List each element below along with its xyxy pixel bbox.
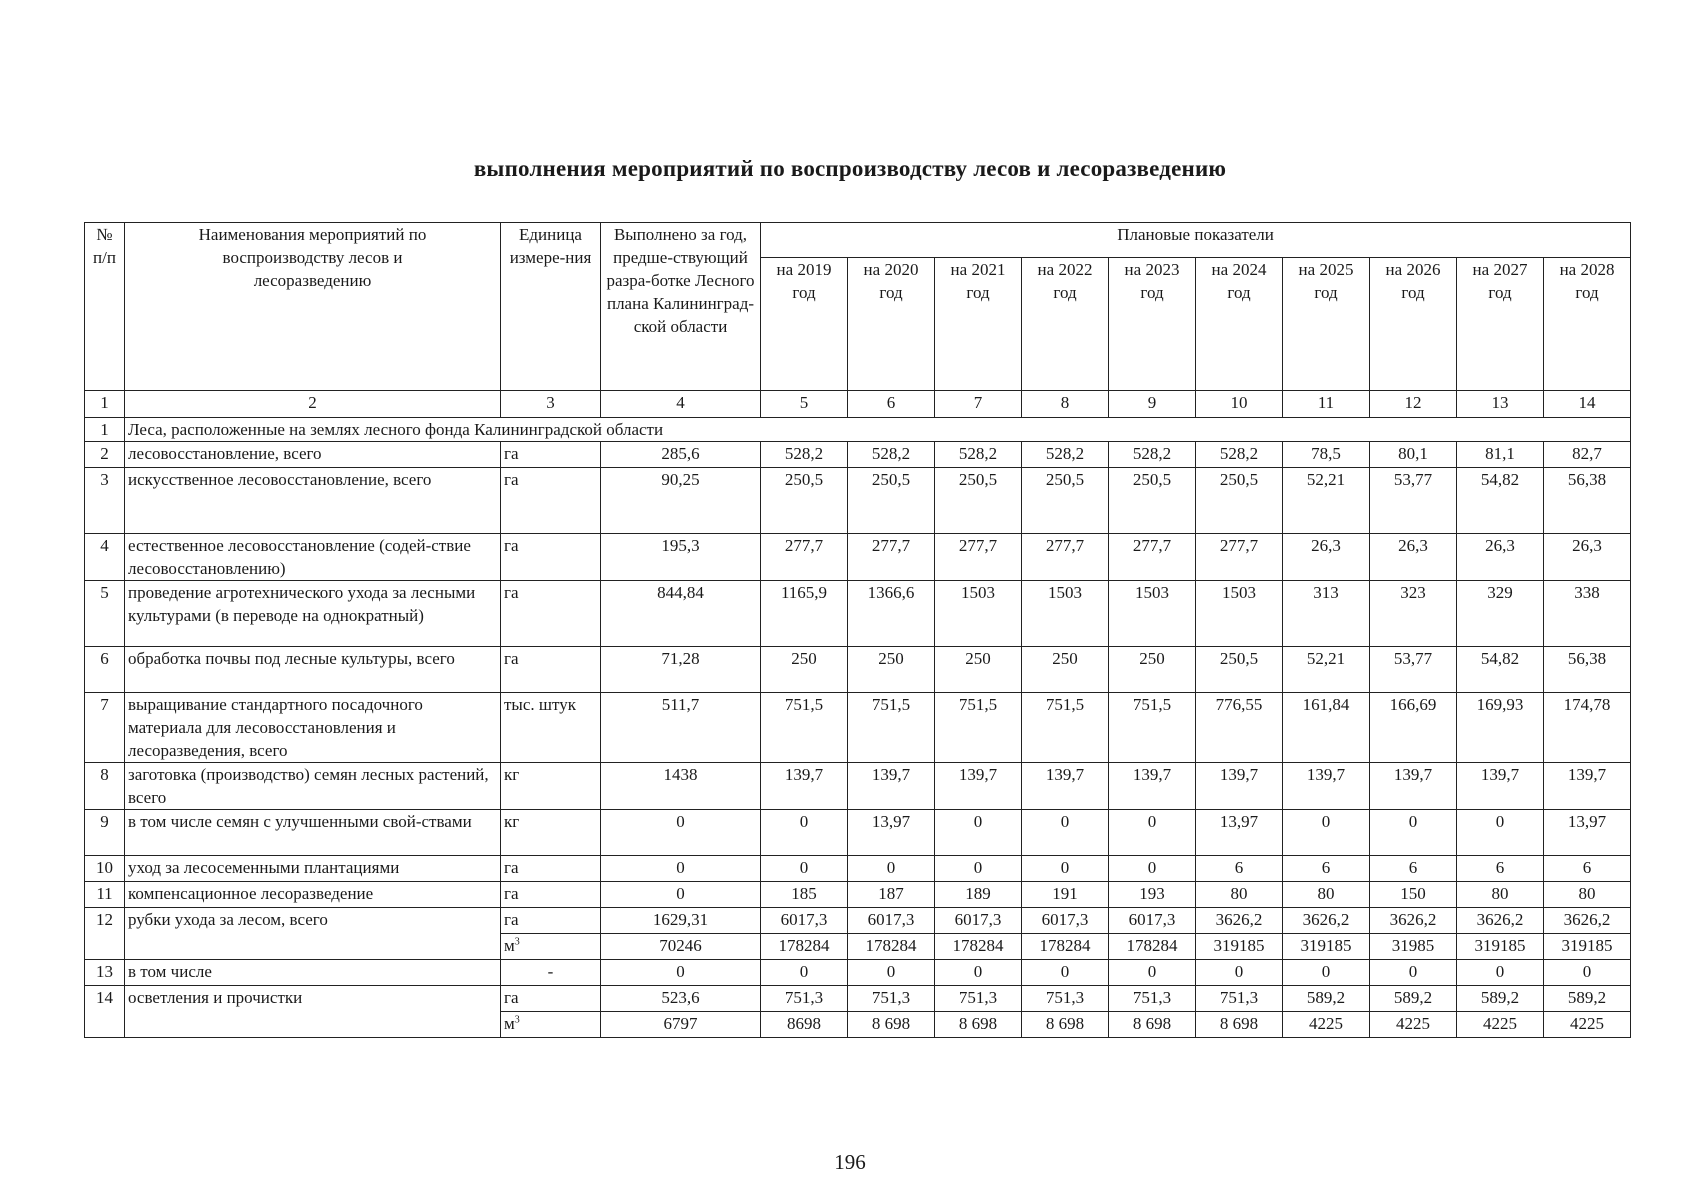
row-plan-value: 0 [1370,810,1457,856]
row-plan-value: 178284 [935,934,1022,960]
row-plan-value: 0 [761,960,848,986]
row-plan-value: 187 [848,882,935,908]
header-year-3: на 2021 год [935,258,1022,391]
row-done-value: 0 [601,960,761,986]
row-plan-value: 139,7 [1370,763,1457,810]
row-plan-value: 13,97 [1196,810,1283,856]
column-number-1: 1 [85,391,125,418]
row-done-value: 0 [601,856,761,882]
header-year-9: на 2027 год [1457,258,1544,391]
section-title: Леса, расположенные на землях лесного фонда Калининградской области [125,418,1631,442]
row-unit: га [501,581,601,647]
row-plan-value: 139,7 [1022,763,1109,810]
row-plan-value: 528,2 [1109,442,1196,468]
row-plan-value: 0 [1109,810,1196,856]
row-number: 8 [85,763,125,810]
row-plan-value: 250,5 [1022,468,1109,534]
row-plan-value: 6017,3 [935,908,1022,934]
row-plan-value: 1366,6 [848,581,935,647]
row-number: 3 [85,468,125,534]
row-plan-value: 8 698 [1109,1012,1196,1038]
column-number-4: 4 [601,391,761,418]
row-plan-value: 26,3 [1457,534,1544,581]
row-plan-value: 193 [1109,882,1196,908]
row-done-value: 1438 [601,763,761,810]
row-number: 9 [85,810,125,856]
row-plan-value: 277,7 [935,534,1022,581]
row-plan-value: 250,5 [1196,468,1283,534]
row-plan-value: 250 [1109,647,1196,693]
row-plan-value: 250,5 [1109,468,1196,534]
row-unit: га [501,882,601,908]
page-number: 196 [834,1150,866,1174]
row-done-value: 6797 [601,1012,761,1038]
row-plan-value: 0 [935,856,1022,882]
table-row [85,534,1631,581]
header-year-1: на 2019 год [761,258,848,391]
column-number-13: 13 [1457,391,1544,418]
header-year-8: на 2026 год [1370,258,1457,391]
row-plan-value: 178284 [761,934,848,960]
page-title: выполнения мероприятий по воспроизводству лесов и лесоразведению [473,156,1227,181]
row-plan-value: 82,7 [1544,442,1631,468]
table-row [85,647,1631,693]
row-unit: га [501,534,601,581]
row-plan-value: 319185 [1544,934,1631,960]
row-unit: кг [501,810,601,856]
row-unit: га [501,647,601,693]
header-done: Выполнено за год, предше-ствующий разра-ботке Лесного плана Калининград-ской области [601,223,761,391]
row-plan-value: 0 [1544,960,1631,986]
row-plan-value: 0 [1022,960,1109,986]
column-number-14: 14 [1544,391,1631,418]
table-row [85,960,1631,986]
row-plan-value: 0 [1196,960,1283,986]
row-done-value: 844,84 [601,581,761,647]
row-plan-value: 329 [1457,581,1544,647]
row-plan-value: 6017,3 [761,908,848,934]
row-name: лесовосстановление, всего [125,442,501,468]
row-plan-value: 139,7 [848,763,935,810]
header-row [85,223,1631,258]
header-year-2: на 2020 год [848,258,935,391]
row-plan-value: 26,3 [1283,534,1370,581]
row-done-value: 1629,31 [601,908,761,934]
row-plan-value: 528,2 [935,442,1022,468]
row-plan-value: 161,84 [1283,693,1370,763]
row-plan-value: 751,3 [935,986,1022,1012]
unit-superscript: 3 [514,1014,520,1026]
table-row [85,810,1631,856]
row-unit [501,1012,601,1038]
table-row [85,986,1631,1012]
row-plan-value: 56,38 [1544,647,1631,693]
row-plan-value: 139,7 [1544,763,1631,810]
row-plan-value: 0 [1022,856,1109,882]
row-plan-value: 4225 [1457,1012,1544,1038]
row-name: рубки ухода за лесом, всего [125,908,501,960]
row-unit: га [501,908,601,934]
row-unit: га [501,442,601,468]
row-plan-value: 6 [1196,856,1283,882]
header-year-6: на 2024 год [1196,258,1283,391]
column-numbers-row [85,391,1631,418]
row-plan-value: 589,2 [1457,986,1544,1012]
row-plan-value: 169,93 [1457,693,1544,763]
row-plan-value: 8 698 [935,1012,1022,1038]
row-plan-value: 751,5 [935,693,1022,763]
row-plan-value: 174,78 [1544,693,1631,763]
row-plan-value: 751,3 [848,986,935,1012]
row-plan-value: 3626,2 [1196,908,1283,934]
row-plan-value: 0 [1457,960,1544,986]
row-plan-value: 528,2 [761,442,848,468]
header-year-4: на 2022 год [1022,258,1109,391]
row-plan-value: 185 [761,882,848,908]
row-number: 5 [85,581,125,647]
row-plan-value: 52,21 [1283,647,1370,693]
row-plan-value: 178284 [1022,934,1109,960]
row-plan-value: 250 [761,647,848,693]
row-plan-value: 323 [1370,581,1457,647]
row-plan-value: 751,3 [1196,986,1283,1012]
row-plan-value: 277,7 [1109,534,1196,581]
row-plan-value: 139,7 [1196,763,1283,810]
table-row [85,882,1631,908]
row-number: 6 [85,647,125,693]
row-plan-value: 528,2 [1196,442,1283,468]
row-plan-value: 0 [1109,856,1196,882]
row-plan-value: 6 [1457,856,1544,882]
unit-superscript: 3 [514,936,520,948]
row-plan-value: 319185 [1457,934,1544,960]
row-plan-value: 250 [1022,647,1109,693]
row-done-value: 195,3 [601,534,761,581]
row-plan-value: 80 [1283,882,1370,908]
row-plan-value: 53,77 [1370,468,1457,534]
row-plan-value: 0 [1022,810,1109,856]
table-row [85,468,1631,534]
row-plan-value: 0 [761,856,848,882]
header-year-10: на 2028 год [1544,258,1631,391]
row-plan-value: 8 698 [1022,1012,1109,1038]
row-plan-value: 0 [935,960,1022,986]
row-plan-value: 6017,3 [1022,908,1109,934]
column-number-5: 5 [761,391,848,418]
row-plan-value: 250,5 [761,468,848,534]
row-number: 12 [85,908,125,960]
row-plan-value: 13,97 [848,810,935,856]
header-unit: Единица измере-ния [501,223,601,391]
row-plan-value: 6 [1283,856,1370,882]
table-row [85,693,1631,763]
row-unit: - [501,960,601,986]
row-plan-value: 3626,2 [1544,908,1631,934]
row-plan-value: 250,5 [1196,647,1283,693]
row-done-value: 523,6 [601,986,761,1012]
row-name: искусственное лесовосстановление, всего [125,468,501,534]
row-plan-value: 0 [848,856,935,882]
column-number-2: 2 [125,391,501,418]
row-number: 11 [85,882,125,908]
row-plan-value: 319185 [1196,934,1283,960]
row-plan-value: 751,3 [1109,986,1196,1012]
column-number-12: 12 [1370,391,1457,418]
row-name: в том числе [125,960,501,986]
header-name: Наименования мероприятий по воспроизводству лесов и лесоразведению [125,223,501,391]
row-plan-value: 166,69 [1370,693,1457,763]
row-plan-value: 1503 [1109,581,1196,647]
row-plan-value: 191 [1022,882,1109,908]
row-name: выращивание стандартного посадочного материала для лесовосстановления и лесоразведения, всего [125,693,501,763]
row-plan-value: 139,7 [761,763,848,810]
table-row [85,581,1631,647]
row-plan-value: 528,2 [1022,442,1109,468]
row-plan-value: 0 [1370,960,1457,986]
row-plan-value: 178284 [1109,934,1196,960]
forest-reproduction-table [84,222,1631,1038]
row-plan-value: 0 [1283,810,1370,856]
row-unit: кг [501,763,601,810]
row-done-value: 0 [601,810,761,856]
row-plan-value: 751,3 [1022,986,1109,1012]
table-body [85,223,1631,1038]
section-row [85,418,1631,442]
column-number-10: 10 [1196,391,1283,418]
row-plan-value: 26,3 [1544,534,1631,581]
row-plan-value: 0 [761,810,848,856]
row-plan-value: 80 [1457,882,1544,908]
row-plan-value: 139,7 [1283,763,1370,810]
row-plan-value: 139,7 [1109,763,1196,810]
row-plan-value: 277,7 [761,534,848,581]
row-plan-value: 8698 [761,1012,848,1038]
section-no: 1 [85,418,125,442]
row-name: проведение агротехнического ухода за лесными культурами (в переводе на однократный) [125,581,501,647]
row-plan-value: 589,2 [1283,986,1370,1012]
row-plan-value: 6 [1544,856,1631,882]
row-plan-value: 4225 [1370,1012,1457,1038]
row-plan-value: 56,38 [1544,468,1631,534]
row-plan-value: 751,5 [848,693,935,763]
row-plan-value: 277,7 [1196,534,1283,581]
header-plan: Плановые показатели [761,223,1631,258]
row-done-value: 90,25 [601,468,761,534]
row-plan-value: 0 [1283,960,1370,986]
row-unit: га [501,468,601,534]
row-number: 10 [85,856,125,882]
header-no: № п/п [85,223,125,391]
row-plan-value: 0 [1457,810,1544,856]
column-number-9: 9 [1109,391,1196,418]
row-plan-value: 78,5 [1283,442,1370,468]
row-done-value: 0 [601,882,761,908]
row-plan-value: 80,1 [1370,442,1457,468]
row-plan-value: 3626,2 [1370,908,1457,934]
unit-base: м [504,936,515,955]
column-number-8: 8 [1022,391,1109,418]
row-done-value: 285,6 [601,442,761,468]
row-unit: га [501,986,601,1012]
row-plan-value: 338 [1544,581,1631,647]
row-plan-value: 1165,9 [761,581,848,647]
row-plan-value: 1503 [1022,581,1109,647]
row-plan-value: 13,97 [1544,810,1631,856]
row-plan-value: 6017,3 [1109,908,1196,934]
table-row [85,442,1631,468]
row-plan-value: 81,1 [1457,442,1544,468]
header-year-5: на 2023 год [1109,258,1196,391]
column-number-11: 11 [1283,391,1370,418]
unit-base: м [504,1014,515,1033]
row-name: обработка почвы под лесные культуры, всего [125,647,501,693]
row-plan-value: 1503 [935,581,1022,647]
column-number-7: 7 [935,391,1022,418]
row-name: осветления и прочистки [125,986,501,1038]
row-plan-value: 26,3 [1370,534,1457,581]
row-unit [501,934,601,960]
row-plan-value: 250 [935,647,1022,693]
row-plan-value: 139,7 [1457,763,1544,810]
row-done-value: 70246 [601,934,761,960]
row-number: 2 [85,442,125,468]
row-plan-value: 0 [1109,960,1196,986]
row-number: 13 [85,960,125,986]
row-unit: га [501,856,601,882]
table-row [85,856,1631,882]
row-plan-value: 6 [1370,856,1457,882]
row-number: 4 [85,534,125,581]
row-plan-value: 0 [848,960,935,986]
column-number-3: 3 [501,391,601,418]
row-done-value: 71,28 [601,647,761,693]
row-plan-value: 150 [1370,882,1457,908]
row-plan-value: 751,5 [761,693,848,763]
row-plan-value: 54,82 [1457,468,1544,534]
row-plan-value: 250,5 [848,468,935,534]
row-plan-value: 53,77 [1370,647,1457,693]
row-number: 7 [85,693,125,763]
row-number: 14 [85,986,125,1038]
row-name: естественное лесовосстановление (содей-ствие лесовосстановлению) [125,534,501,581]
row-plan-value: 178284 [848,934,935,960]
row-unit: тыс. штук [501,693,601,763]
row-name: компенсационное лесоразведение [125,882,501,908]
header-year-7: на 2025 год [1283,258,1370,391]
row-plan-value: 52,21 [1283,468,1370,534]
row-plan-value: 0 [935,810,1022,856]
row-plan-value: 528,2 [848,442,935,468]
row-plan-value: 8 698 [1196,1012,1283,1038]
row-plan-value: 3626,2 [1283,908,1370,934]
row-plan-value: 189 [935,882,1022,908]
row-plan-value: 54,82 [1457,647,1544,693]
row-name: уход за лесосеменными плантациями [125,856,501,882]
row-plan-value: 8 698 [848,1012,935,1038]
row-plan-value: 776,55 [1196,693,1283,763]
row-plan-value: 589,2 [1544,986,1631,1012]
row-plan-value: 313 [1283,581,1370,647]
row-plan-value: 589,2 [1370,986,1457,1012]
row-plan-value: 751,5 [1022,693,1109,763]
row-plan-value: 3626,2 [1457,908,1544,934]
row-plan-value: 277,7 [1022,534,1109,581]
row-plan-value: 80 [1544,882,1631,908]
row-plan-value: 4225 [1283,1012,1370,1038]
row-plan-value: 4225 [1544,1012,1631,1038]
row-plan-value: 1503 [1196,581,1283,647]
row-name: в том числе семян с улучшенными свой-ствами [125,810,501,856]
row-plan-value: 6017,3 [848,908,935,934]
row-plan-value: 139,7 [935,763,1022,810]
row-plan-value: 250,5 [935,468,1022,534]
table-row [85,763,1631,810]
row-plan-value: 751,5 [1109,693,1196,763]
row-plan-value: 277,7 [848,534,935,581]
row-done-value: 511,7 [601,693,761,763]
row-plan-value: 31985 [1370,934,1457,960]
row-plan-value: 80 [1196,882,1283,908]
row-name: заготовка (производство) семян лесных растений, всего [125,763,501,810]
column-number-6: 6 [848,391,935,418]
row-plan-value: 319185 [1283,934,1370,960]
row-plan-value: 751,3 [761,986,848,1012]
row-plan-value: 250 [848,647,935,693]
table-row [85,908,1631,934]
